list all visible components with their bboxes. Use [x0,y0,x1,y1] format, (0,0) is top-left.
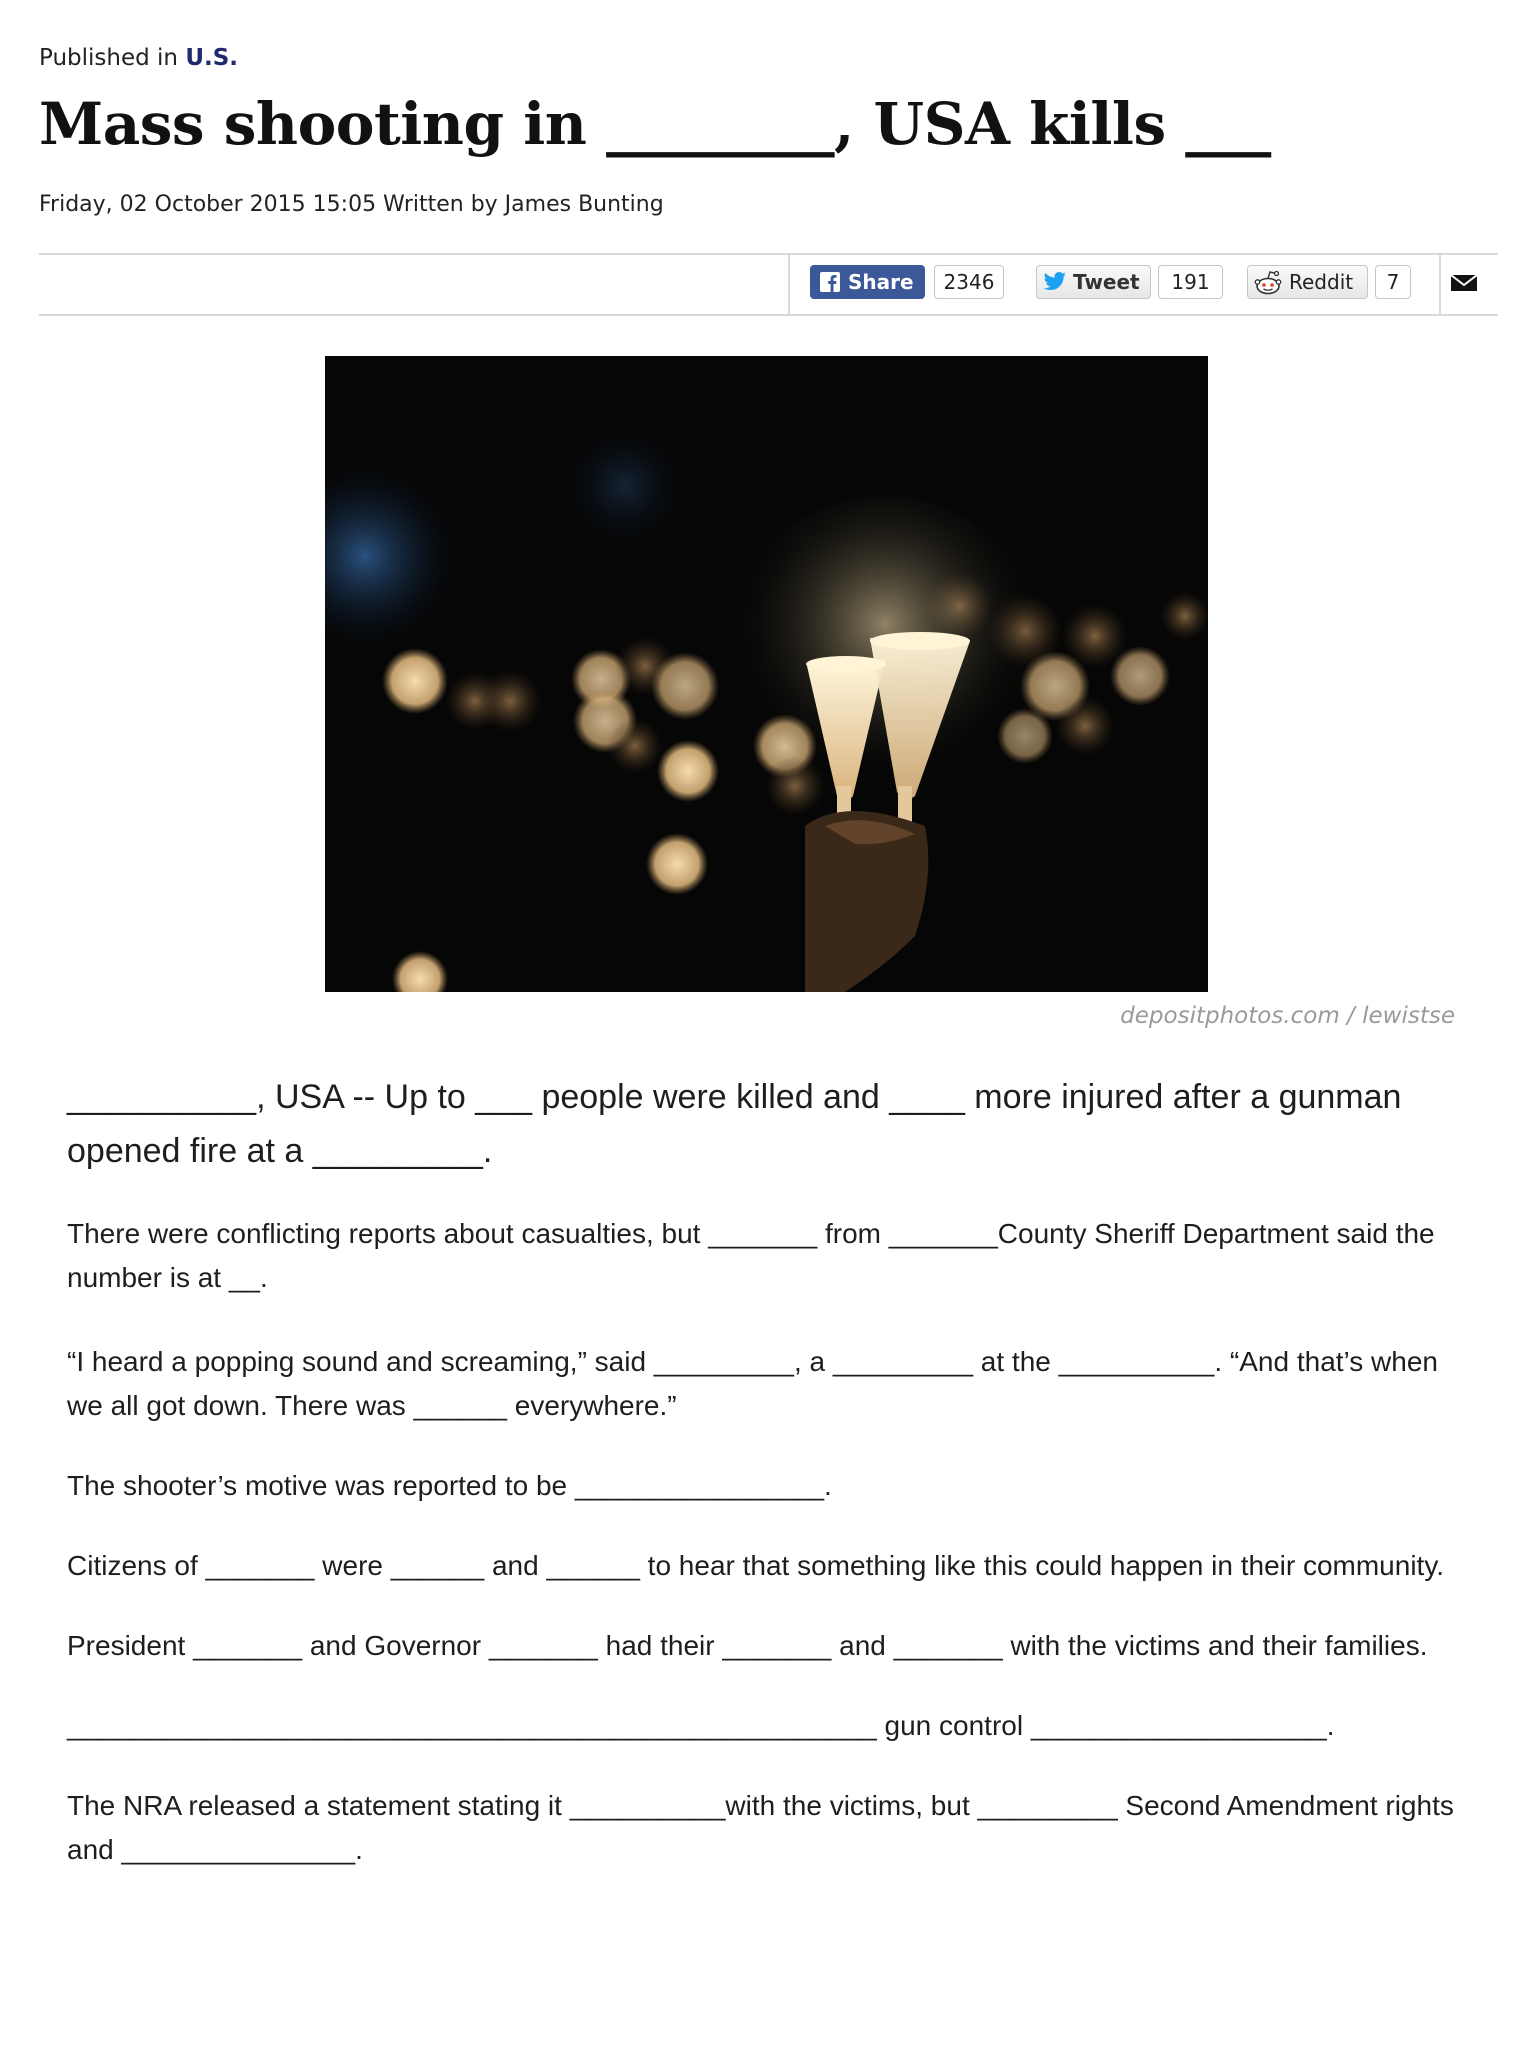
facebook-share-button[interactable] [810,265,925,299]
tweet-button[interactable] [1036,265,1151,299]
article-photo [325,356,1208,992]
article-body [67,1070,1477,1872]
twitter-icon [1043,272,1067,292]
paragraph-motive: The shooter’s motive was reported to be ________________. [67,1470,832,1501]
reddit-label: Reddit [1289,270,1354,294]
candlelight-vigil-image [325,356,1208,992]
facebook-icon [820,272,840,292]
facebook-share-count: 2346 [934,265,1004,299]
share-bar [39,253,1498,316]
tweet-label: Tweet [1073,270,1140,294]
facebook-share-label: Share [848,270,914,294]
mail-icon[interactable] [1451,273,1477,293]
paragraph-officials: President _______ and Governor _______ had their _______ and _______ with the victims and their families. [67,1630,1428,1661]
paragraph-gun-control: ____________________________________________________ gun control ___________________. [67,1710,1335,1741]
headline: Mass shooting in ________, USA kills ___ [39,90,1271,158]
photo-credit: depositphotos.com / lewistse [1120,1003,1455,1029]
paragraph-nra: The NRA released a statement stating it __________with the victims, but _________ Second Amendment rights and _______________. [67,1790,1454,1865]
reddit-icon [1253,269,1283,295]
paragraph-citizens: Citizens of _______ were ______ and ______ to hear that something like this could happen in their community. [67,1550,1445,1581]
share-buttons [788,255,1441,314]
lead-paragraph: __________, USA -- Up to ___ people were killed and ____ more injured after a gunman opened fire at a _________. [67,1078,1402,1170]
byline: Friday, 02 October 2015 15:05 Written by James Bunting [39,192,664,217]
tweet-count: 191 [1158,265,1223,299]
reddit-button[interactable] [1247,265,1368,299]
published-prefix: Published in [39,45,179,71]
paragraph-witness-quote: “I heard a popping sound and screaming,” said _________, a _________ at the __________. “And that’s when we all got down. There was ______ everywhere.” [67,1346,1438,1421]
reddit-count: 7 [1375,265,1411,299]
published-in [39,45,238,71]
section-link[interactable]: U.S. [185,45,239,71]
paragraph-casualties: There were conflicting reports about casualties, but _______ from _______County Sheriff Department said the number is at __. [67,1218,1435,1293]
